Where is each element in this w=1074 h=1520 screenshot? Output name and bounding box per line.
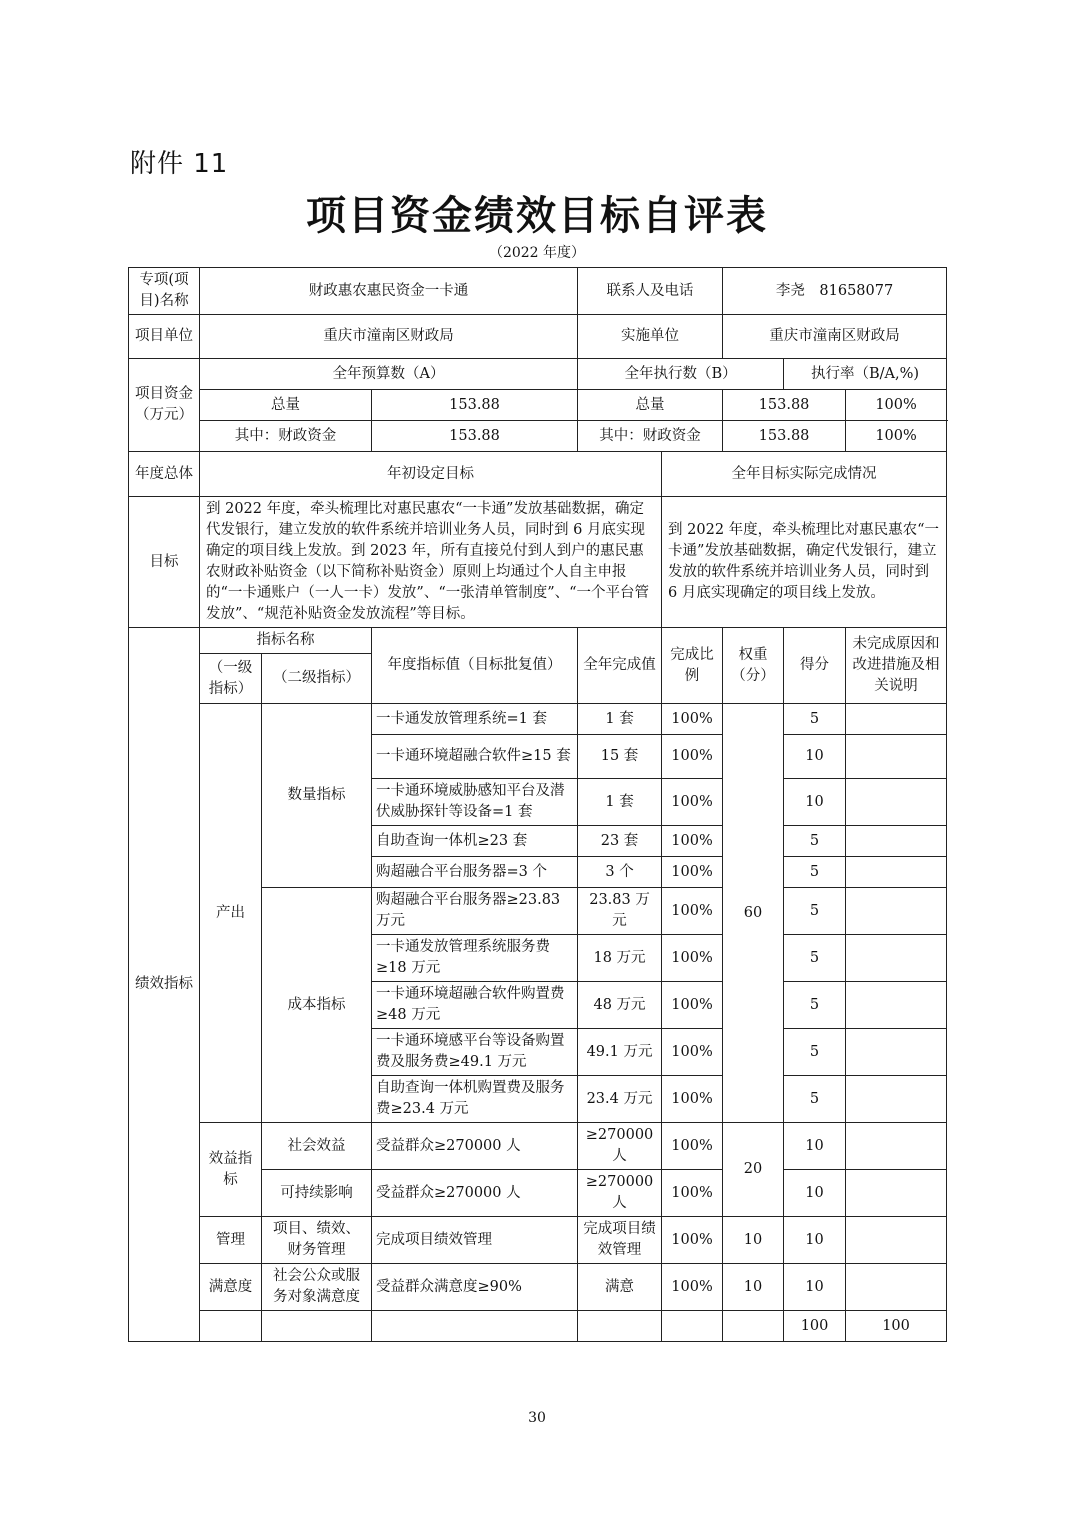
indicator-weight: 10 [723,1217,784,1264]
indicator-note [846,982,947,1029]
indicator-ratio: 100% [662,735,723,779]
indicator-target: 受益群众满意度≥90% [372,1264,578,1311]
indicator-target: 购超融合平台服务器=3 个 [372,857,578,888]
indicator-done: 23.83 万元 [578,888,662,935]
indicator-target: 受益群众≥270000 人 [372,1170,578,1217]
benefit-weight: 20 [723,1123,784,1217]
indicator-score: 10 [784,1217,846,1264]
indicator-score: 5 [784,888,846,935]
contact-label: 联系人及电话 [578,268,723,315]
indicator-ratio: 100% [662,1029,723,1076]
indicator-done: 3 个 [578,857,662,888]
indicator-target: 一卡通环境超融合软件≥15 套 [372,735,578,779]
indicator-done: 23 套 [578,826,662,857]
indicator-score: 10 [784,735,846,779]
weight-label: 权重（分） [723,628,784,704]
indicator-score: 5 [784,982,846,1029]
rate-total: 100% [846,390,947,421]
indicator-target: 自助查询一体机购置费及服务费≥23.4 万元 [372,1076,578,1123]
indicator-ratio: 100% [662,1170,723,1217]
total-row [129,1311,947,1342]
page-title: 项目资金绩效目标自评表 [306,192,768,239]
indicator-ratio: 100% [662,935,723,982]
indicator-note [846,735,947,779]
indicator-target: 一卡通发放管理系统=1 套 [372,704,578,735]
indicator-target: 自助查询一体机≥23 套 [372,826,578,857]
indicator-note [846,779,947,826]
table-row [129,704,947,735]
indicator-ratio: 100% [662,982,723,1029]
indicator-target: 一卡通环境威胁感知平台及潜伏威胁探针等设备=1 套 [372,779,578,826]
rate-label: 执行率（B/A,%) [784,359,947,390]
exec-total-label: 总量 [578,390,723,421]
table-row [129,1217,947,1264]
page-number: 30 [528,1410,546,1426]
indicator-target: 一卡通发放管理系统服务费≥18 万元 [372,935,578,982]
indicator-score: 5 [784,826,846,857]
indicator-score: 10 [784,1123,846,1170]
target-value-label: 年度指标值（目标批复值） [372,628,578,704]
indicator-note [846,1170,947,1217]
indicator-note [846,1217,947,1264]
indicator-done: 完成项目绩效管理 [578,1217,662,1264]
contact-value: 李尧 81658077 [723,268,947,315]
indicator-target: 购超融合平台服务器≥23.83 万元 [372,888,578,935]
total-weight: 100 [784,1311,846,1342]
indicator-ratio: 100% [662,1123,723,1170]
attachment-label: 附件 11 [130,149,229,179]
indicator-target: 一卡通环境感平台等设备购置费及服务费≥49.1 万元 [372,1029,578,1076]
impl-unit: 重庆市潼南区财政局 [723,315,947,359]
score-label: 得分 [784,628,846,704]
indicator-note [846,935,947,982]
level1-label: （一级指标） [200,654,262,704]
budget-fiscal: 153.88 [372,421,578,452]
exec-fiscal-label: 其中：财政资金 [578,421,723,452]
indicators-label: 绩效指标 [129,628,200,1342]
rate-fiscal: 100% [846,421,947,452]
overall-label: 年度总体 [129,452,200,497]
initial-goal-label: 年初设定目标 [200,452,662,497]
indicator-level2: 项目、绩效、财务管理 [262,1217,372,1264]
actual-goal-label: 全年目标实际完成情况 [662,452,947,497]
indicator-score: 10 [784,1264,846,1311]
indicator-done: 49.1 万元 [578,1029,662,1076]
output-weight: 60 [723,704,784,1123]
indicator-ratio: 100% [662,1264,723,1311]
indicator-note [846,1123,947,1170]
level2-label: （二级指标） [262,654,372,704]
indicator-note [846,1029,947,1076]
indicator-ratio: 100% [662,888,723,935]
indicator-level2: 社会效益 [262,1123,372,1170]
indicator-done: 1 套 [578,704,662,735]
indicator-score: 5 [784,1076,846,1123]
indicator-note [846,1076,947,1123]
budget-label: 全年预算数（A） [200,359,578,390]
indicator-level2: 可持续影响 [262,1170,372,1217]
impl-unit-label: 实施单位 [578,315,723,359]
indicator-target: 受益群众≥270000 人 [372,1123,578,1170]
indicator-note [846,826,947,857]
indicator-done: 1 套 [578,779,662,826]
indicator-note [846,704,947,735]
indicator-name-label: 指标名称 [200,628,372,654]
indicator-done: 18 万元 [578,935,662,982]
completion-label: 全年完成值 [578,628,662,704]
table-row [129,1123,947,1170]
indicator-weight: 10 [723,1264,784,1311]
project-name-label: 专项(项目)名称 [129,268,200,315]
indicator-done: ≥270000 人 [578,1123,662,1170]
indicator-score: 5 [784,857,846,888]
evaluation-table [128,267,947,1342]
indicator-note [846,888,947,935]
table-row [129,1264,947,1311]
indicator-level2: 社会公众或服务对象满意度 [262,1264,372,1311]
indicator-done: 23.4 万元 [578,1076,662,1123]
mgmt-label: 管理 [200,1217,262,1264]
actual-goal-text: 到 2022 年度，牵头梳理比对惠民惠农“一卡通”发放基础数据，确定代发银行，建立发放的软件系统并培训业务人员，同时到 6 月底实现确定的项目线上发放。 [662,497,947,628]
report-year: （2022 年度） [488,245,586,261]
indicator-ratio: 100% [662,826,723,857]
indicator-target: 完成项目绩效管理 [372,1217,578,1264]
benefit-label: 效益指标 [200,1123,262,1217]
indicator-score: 5 [784,704,846,735]
indicator-ratio: 100% [662,857,723,888]
exec-fiscal: 153.88 [723,421,846,452]
indicator-ratio: 100% [662,779,723,826]
funds-label: 项目资金（万元） [129,359,200,452]
indicator-ratio: 100% [662,1217,723,1264]
indicator-note [846,857,947,888]
note-label: 未完成原因和改进措施及相关说明 [846,628,947,704]
ratio-label: 完成比例 [662,628,723,704]
quantity-label: 数量指标 [262,704,372,888]
exec-total: 153.88 [723,390,846,421]
indicator-note [846,1264,947,1311]
indicator-score: 10 [784,1170,846,1217]
initial-goal-text: 到 2022 年度，牵头梳理比对惠民惠农“一卡通”发放基础数据，确定代发银行，建立发放的软件系统并培训业务人员，同时到 6 月底实现确定的项目线上发放。到 2023 年，所有直接兑付到人到户的惠民惠农财政补贴资金（以下简称补贴资金）原则上均通过个人自主申报的“一卡通账户（一人一卡）发放”、“一张清单管制度”、“一个平台管发放”、“规范补贴资金发放流程”等目标。 [200,497,662,628]
budget-total-label: 总量 [200,390,372,421]
indicator-score: 5 [784,1029,846,1076]
exec-label: 全年执行数（B） [578,359,784,390]
budget-fiscal-label: 其中：财政资金 [200,421,372,452]
target-label: 目标 [129,497,200,628]
indicator-target: 一卡通环境超融合软件购置费≥48 万元 [372,982,578,1029]
indicator-score: 5 [784,935,846,982]
project-unit: 重庆市潼南区财政局 [200,315,578,359]
budget-total: 153.88 [372,390,578,421]
indicator-done: 满意 [578,1264,662,1311]
indicator-score: 10 [784,779,846,826]
indicator-ratio: 100% [662,704,723,735]
cost-label: 成本指标 [262,888,372,1123]
output-label: 产出 [200,704,262,1123]
project-unit-label: 项目单位 [129,315,200,359]
indicator-ratio: 100% [662,1076,723,1123]
satisfaction-label: 满意度 [200,1264,262,1311]
indicator-done: 15 套 [578,735,662,779]
total-score: 100 [846,1311,947,1342]
indicator-done: ≥270000 人 [578,1170,662,1217]
indicator-done: 48 万元 [578,982,662,1029]
project-name: 财政惠农惠民资金一卡通 [200,268,578,315]
